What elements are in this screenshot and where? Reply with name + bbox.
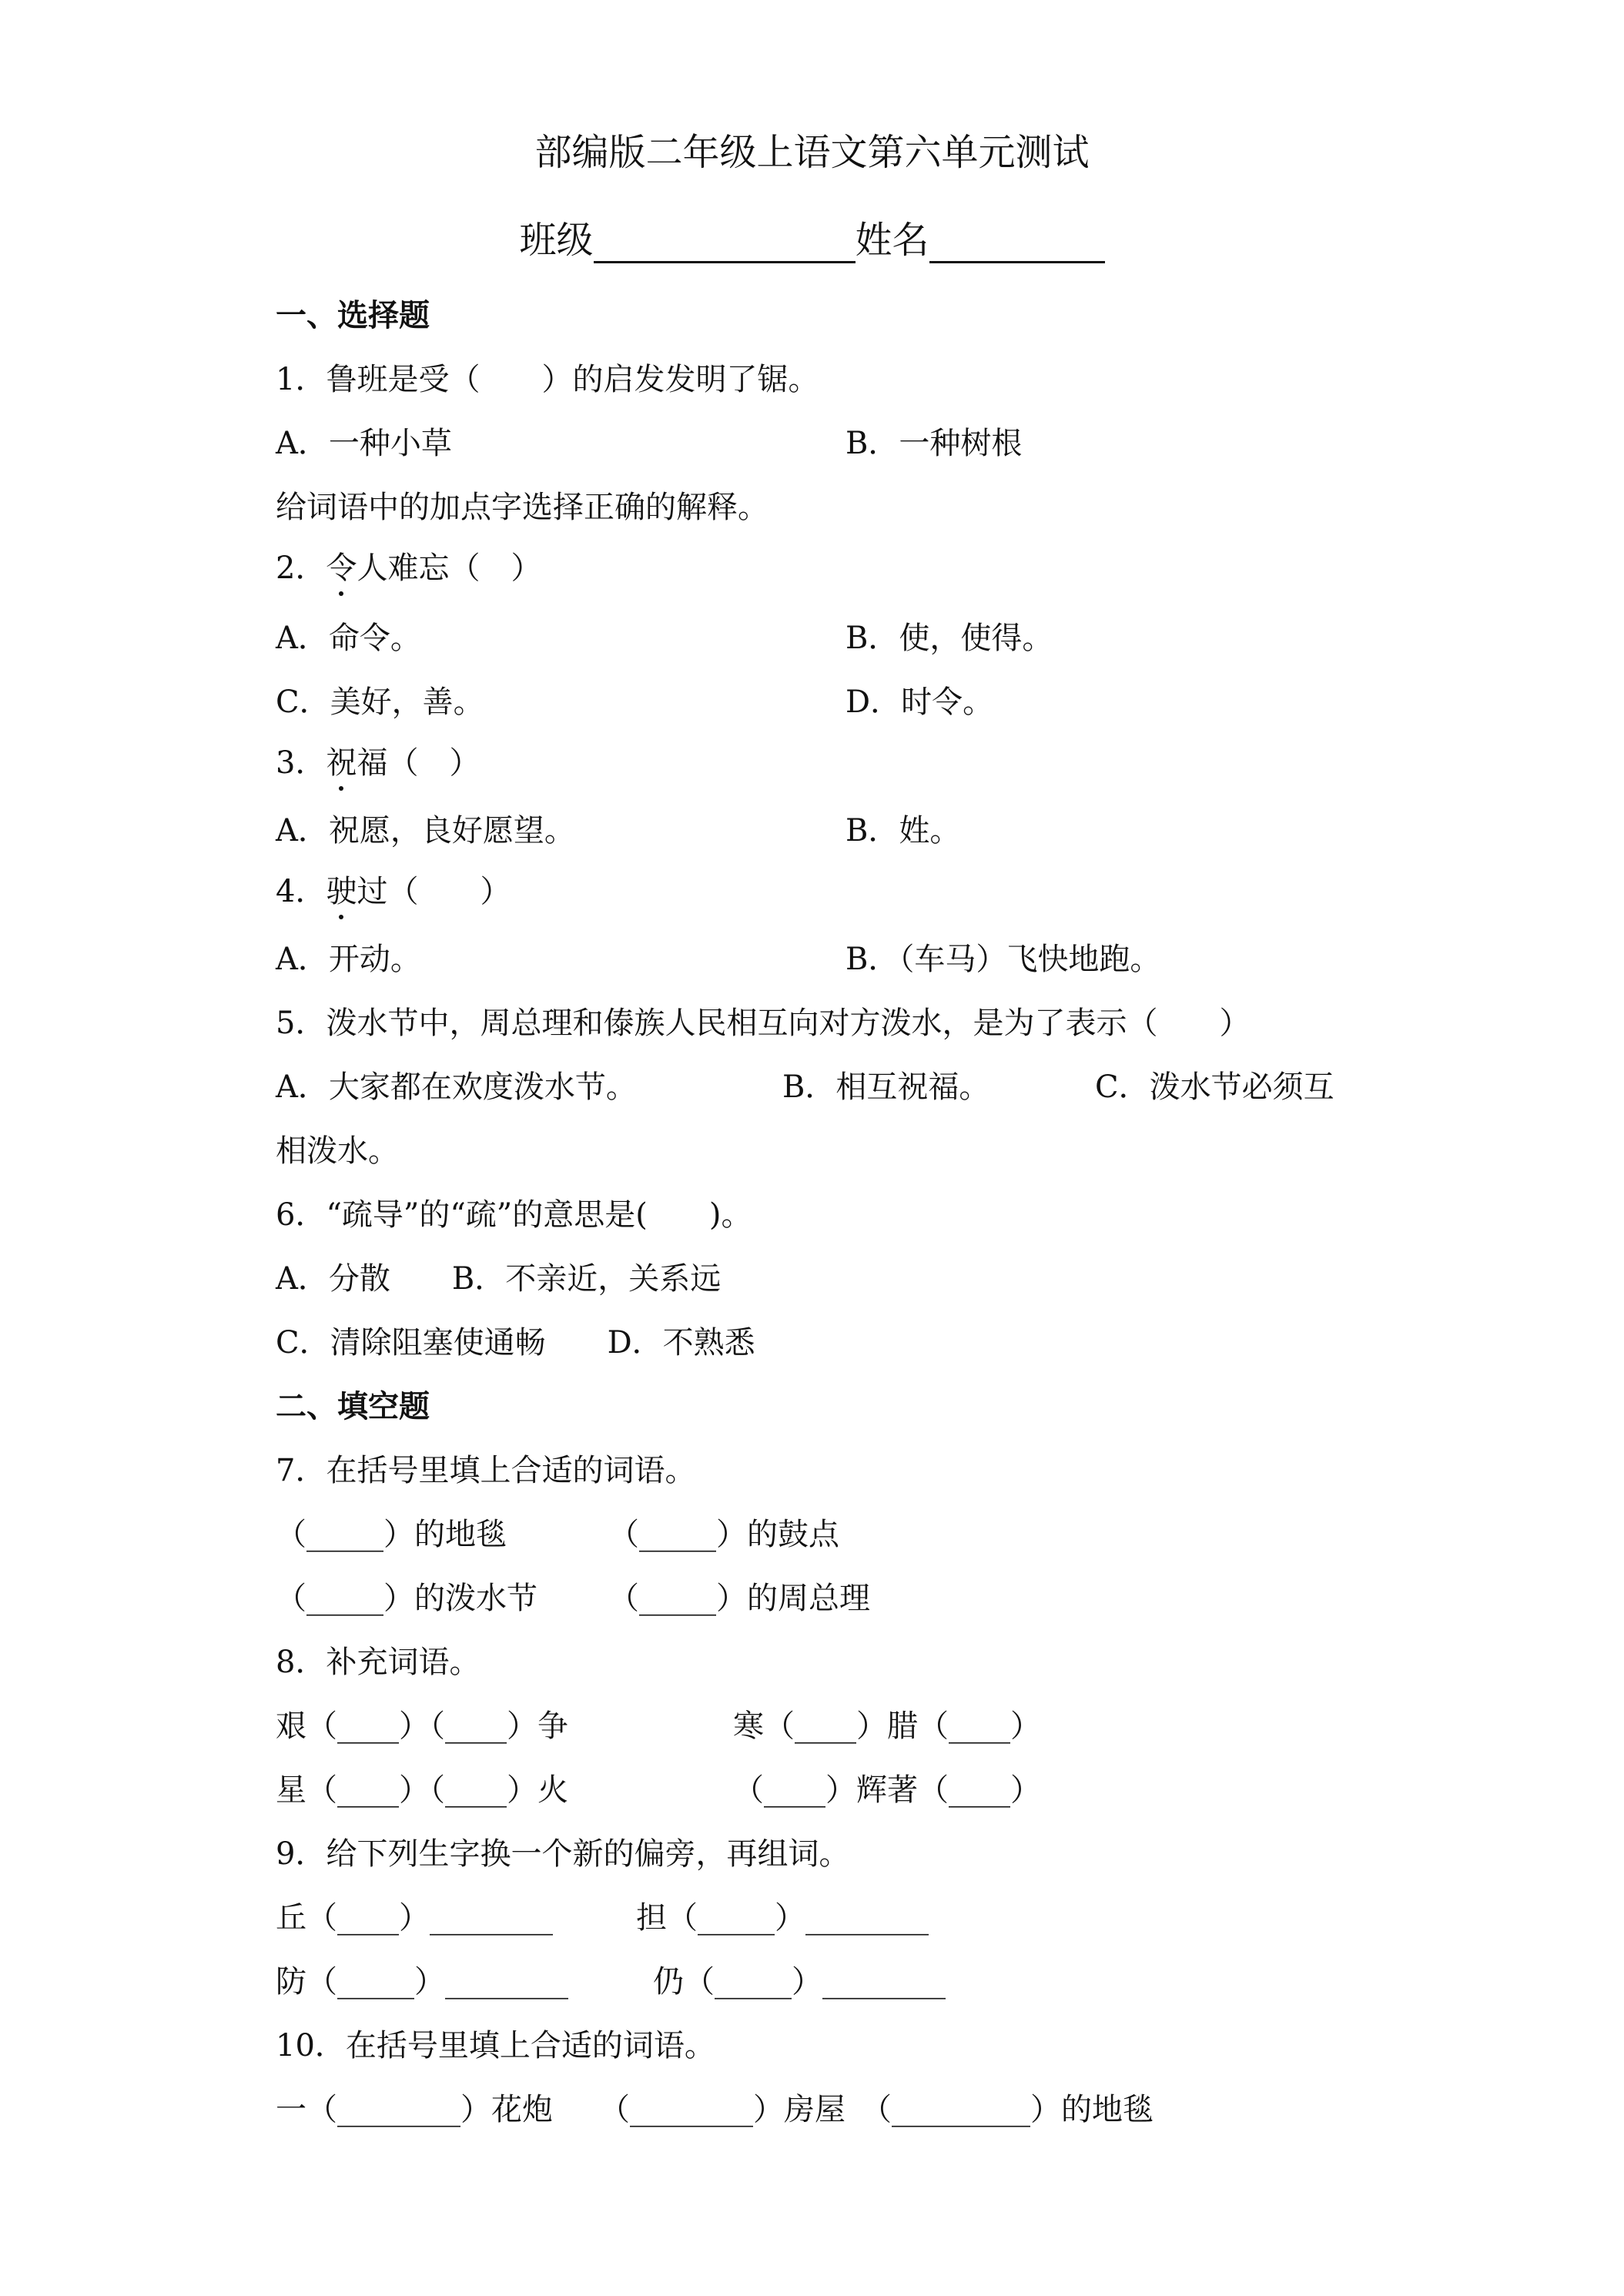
section-heading-fill: 二、填空题	[276, 1389, 430, 1424]
q5-option-c[interactable]: C．泼水节必须互	[1095, 1069, 1334, 1105]
q9-row-1-right[interactable]: 担（_____）________	[636, 1900, 929, 1936]
q4-option-a[interactable]: A．开动。	[276, 942, 421, 977]
q4-dotted-char: 驶	[326, 872, 357, 912]
q2-option-a[interactable]: A．命令。	[276, 621, 421, 656]
q5-option-a[interactable]: A．大家都在欢度泼水节。	[276, 1069, 637, 1105]
question-10: 10．在括号里填上合适的词语。	[276, 2028, 715, 2063]
q1-option-a[interactable]: A．一种小草	[276, 426, 452, 461]
question-4	[276, 872, 511, 912]
q8-row-2-right[interactable]: （____）辉著（____）	[733, 1772, 1041, 1808]
q8-row-1-right[interactable]: 寒（____）腊（____）	[733, 1709, 1041, 1744]
q8-row-2-left[interactable]: 星（____）（____）火	[276, 1772, 568, 1808]
q2-option-d[interactable]: D．时令。	[845, 684, 994, 720]
q9-row-2-left[interactable]: 防（_____）________	[276, 1964, 568, 2000]
q2-word: 人难忘（ ）	[357, 551, 542, 586]
q9-row-1-left[interactable]: 丘（____）________	[276, 1900, 553, 1936]
name-label: 姓名	[855, 219, 929, 262]
class-blank[interactable]	[594, 227, 856, 263]
q5-option-b[interactable]: B．相互祝福。	[782, 1069, 990, 1105]
section-heading-choice: 一、选择题	[276, 298, 430, 333]
q7-blank-premier[interactable]: （_____）的周总理	[608, 1581, 870, 1616]
q7-blank-drumbeat[interactable]: （_____）的鼓点	[608, 1517, 839, 1552]
q10-row-1[interactable]: 一（________）花炮 （________）房屋 （_________）的地毯	[276, 2092, 1154, 2127]
q6-options-ab[interactable]: A．分散 B．不亲近，关系远	[276, 1261, 722, 1297]
q1-option-b[interactable]: B．一种树根	[845, 426, 1023, 461]
q9-row-2-right[interactable]: 仍（_____）________	[653, 1964, 946, 2000]
q7-blank-festival[interactable]: （_____）的泼水节	[276, 1581, 537, 1616]
q2-dotted-char: 令	[326, 548, 357, 588]
q4-number: 4．	[276, 874, 326, 909]
q3-number: 3．	[276, 745, 326, 781]
q2-option-c[interactable]: C．美好，善。	[276, 684, 484, 720]
question-3	[276, 743, 480, 783]
question-9: 9．给下列生字换一个新的偏旁，再组词。	[276, 1836, 850, 1872]
question-2	[276, 548, 541, 588]
q6-options-cd[interactable]: C．清除阻塞使通畅 D．不熟悉	[276, 1325, 755, 1361]
q3-word: 福（ ）	[357, 745, 481, 781]
q8-row-1-left[interactable]: 艰（____）（____）争	[276, 1709, 568, 1744]
instruction-text: 给词语中的加点字选择正确的解释。	[276, 490, 768, 525]
question-1: 1．鲁班是受（ ）的启发发明了锯。	[276, 362, 819, 397]
q2-option-b[interactable]: B．使，使得。	[845, 621, 1053, 656]
question-5: 5．泼水节中，周总理和傣族人民相互向对方泼水，是为了表示（ ）	[276, 1006, 1251, 1041]
q3-dotted-char: 祝	[326, 743, 357, 783]
q4-word: 过（ ）	[357, 874, 511, 909]
name-blank[interactable]	[929, 227, 1105, 263]
q5-option-c-continued: 相泼水。	[276, 1133, 399, 1169]
page-title: 部编版二年级上语文第六单元测试	[534, 131, 1090, 174]
question-8: 8．补充词语。	[276, 1645, 481, 1680]
class-name-row	[0, 217, 1624, 263]
question-7: 7．在括号里填上合适的词语。	[276, 1453, 696, 1488]
class-label: 班级	[519, 219, 594, 262]
q3-option-b[interactable]: B．姓。	[845, 813, 961, 848]
q4-option-b[interactable]: B．（车马）飞快地跑。	[845, 942, 1161, 977]
q3-option-a[interactable]: A．祝愿，良好愿望。	[276, 813, 575, 848]
question-6: 6．“疏导”的“疏”的意思是( )。	[276, 1197, 752, 1233]
q7-blank-carpet[interactable]: （_____）的地毯	[276, 1517, 507, 1552]
q2-number: 2．	[276, 551, 326, 586]
